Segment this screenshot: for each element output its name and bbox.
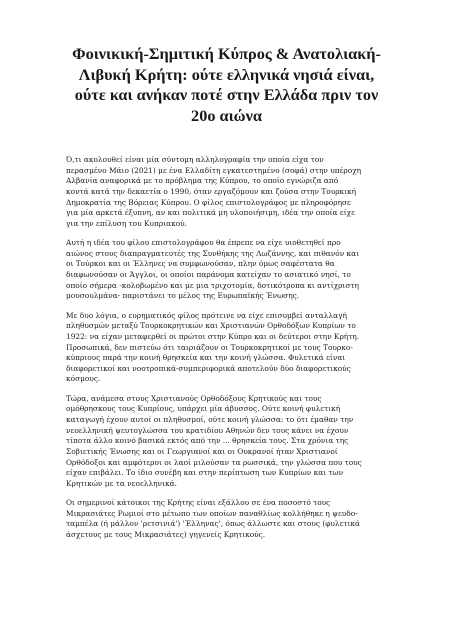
- title-line: ούτε και ανήκαν ποτέ στην Ελλάδα πριν τον: [74, 85, 379, 104]
- text-line: Δημοκρατία της Βόρειας Κύπρου. Ο φίλος επιστολογράφος με πληροφόρησε: [66, 197, 351, 207]
- text-line: Οι σημερινοί κάτοικοι της Κρήτης είναι εξάλλου σε ένα ποσοστό τους: [66, 498, 331, 508]
- text-line: περασμένο Μάιο (2021) με ένα Ελλαδίτη εγκατεστημένο (σοφά) στην υπέροχη: [66, 165, 362, 175]
- text-line: κοντά κατά την δεκαετία ο 1990, όταν εργαζόμουν και ζούσα στην Τουρκική: [66, 186, 357, 196]
- text-line: είχαν επιβάλει. Το ίδιο συνέβη και στην περίπτωση των Κυπρίων και των: [66, 468, 344, 478]
- article-body: [66, 155, 396, 549]
- text-line: Αλβανία αναφορικά με το πρόβλημα της Κύπρου, το οποίο εγνώριζα από: [66, 176, 339, 186]
- text-line: κόσμους.: [66, 374, 101, 384]
- title-line: Φοινικική-Σημιτική Κύπρος & Ανατολιακή-: [72, 44, 381, 63]
- text-line: άσχετους με τους Μικρασιάτες) γηγενείς Κρητικούς.: [66, 530, 266, 539]
- title-line: 20ο αιώνα: [191, 105, 262, 125]
- text-line: Προσωπικά, δεν πιστεύω ότι ταιριάζουν οι Τουρκοκρητικοί με τους Τουρκο-: [66, 342, 353, 352]
- text-line: κύπριους παρά την κοινή θρησκεία και την κοινή γλώσσα. Φυλετικά είναι: [66, 353, 346, 363]
- text-line: αιώνος στους διαπραγματευτές της Συνθήκης της Λωζάννης, και πιθανόν και: [66, 248, 360, 258]
- text-line: Σοβιετικής Ένωσης και οι Γεωργιανοί και οι Ουκρανοί ήταν Χριστιανοί: [66, 446, 338, 456]
- text-line: τίποτα άλλο κοινό βασικά εκτός από την ... θρησκεία τους. Στα χρόνια της: [66, 436, 349, 446]
- text-line: Αυτή η ιδέα του φίλου επιστολογράφου θα έπρεπε να είχε υιοθετηθεί προ: [66, 238, 341, 248]
- text-line: Ορθόδοξοι και αμφότεροι οι λαοί μιλούσαν τα ρωσσικά, την γλώσσα που τους: [66, 457, 362, 467]
- text-line: για μία αρκετά έξυπνη, αν και πολιτικά μη υλοποιήσιμη, ιδέα την οποία είχε: [66, 208, 355, 218]
- text-line: ομόθρησκους τους Κυπρίους, υπάρχει μία άβυσσος. Ούτε κοινή φυλετική: [66, 404, 341, 414]
- text-line: Με δυο λόγια, ο ευρηματικός φίλος πρότεινε να είχε επισυμβεί ανταλλαγή: [66, 310, 347, 320]
- text-line: ταμπέλα (ή μάλλον 'ρετσινιά') 'Έλληνας', όπως άλλωστε και στους (φυλετικά: [66, 519, 361, 529]
- text-line: για την επίλυση του Κυπριακού.: [66, 218, 187, 228]
- paragraph-2: [66, 238, 396, 302]
- text-line: οι Τούρκοι και οι Έλληνες να συμφωνούσαν, πλην όμως σαφέστατα θα: [66, 259, 335, 269]
- paragraph-1: [66, 155, 396, 230]
- article-title: [0, 44, 453, 126]
- text-line: Τώρα, ανάμεσα στους Χριστιανούς Ορθοδόξους Κρητικούς και τους: [66, 393, 322, 403]
- text-line: Ό,τι ακολουθεί είναι μία σύντομη αλληλογραφία την οποία είχα τον: [66, 155, 324, 164]
- paragraph-5: [66, 498, 396, 541]
- text-line: διαφορετικοί και νοοτροπικά-συμπεριφορικά αποτελούν δύο διαφορετικούς: [66, 363, 351, 373]
- paragraph-4: [66, 394, 396, 490]
- text-line: διαφωνούσαν οι Άγγλοι, οι οποίοι παράνομα κατείχαν το ασιατικό νησί, το: [66, 270, 351, 280]
- text-line: πληθυσμών μεταξύ Τουρκοκρητικών και Χριστιανών Ορθοδόξων Κυπρίων το: [66, 321, 356, 331]
- text-line: οποίο σήμερα -κολοβωμένο και με μια τριχοτομία, δοτικότροπα κι αντίχριστη: [66, 280, 359, 290]
- paragraph-3: [66, 311, 396, 386]
- text-line: καταγωγή έχουν αυτοί οι πληθυσμοί, ούτε κοινή γλώσσα: το ότι έμαθαν την: [66, 414, 354, 424]
- title-line: Λιβυκή Κρήτη: ούτε ελληνικά νησιά είναι,: [78, 64, 375, 84]
- text-line: 1922: να είχαν μεταφερθεί οι πρώτοι στην Κύπρο και οι δεύτεροι στην Κρήτη.: [66, 331, 360, 341]
- text-line: μουσουλμάνα- παριστάνει το μέλος της Ευρωπαϊκής Ένωσης.: [66, 291, 300, 301]
- text-line: Κρητικών με τα νεοελληνικά.: [66, 478, 177, 488]
- text-line: Μικρασιάτες Ρωμιοί στο μέτωπο των οποίων παναθλίως κολλήθηκε η ψευδο-: [66, 508, 358, 518]
- text-line: νεοελληνική ψευτογλώσσα του κρατιδίου Αθηνών δεν τους κάνει να έχουν: [66, 425, 349, 435]
